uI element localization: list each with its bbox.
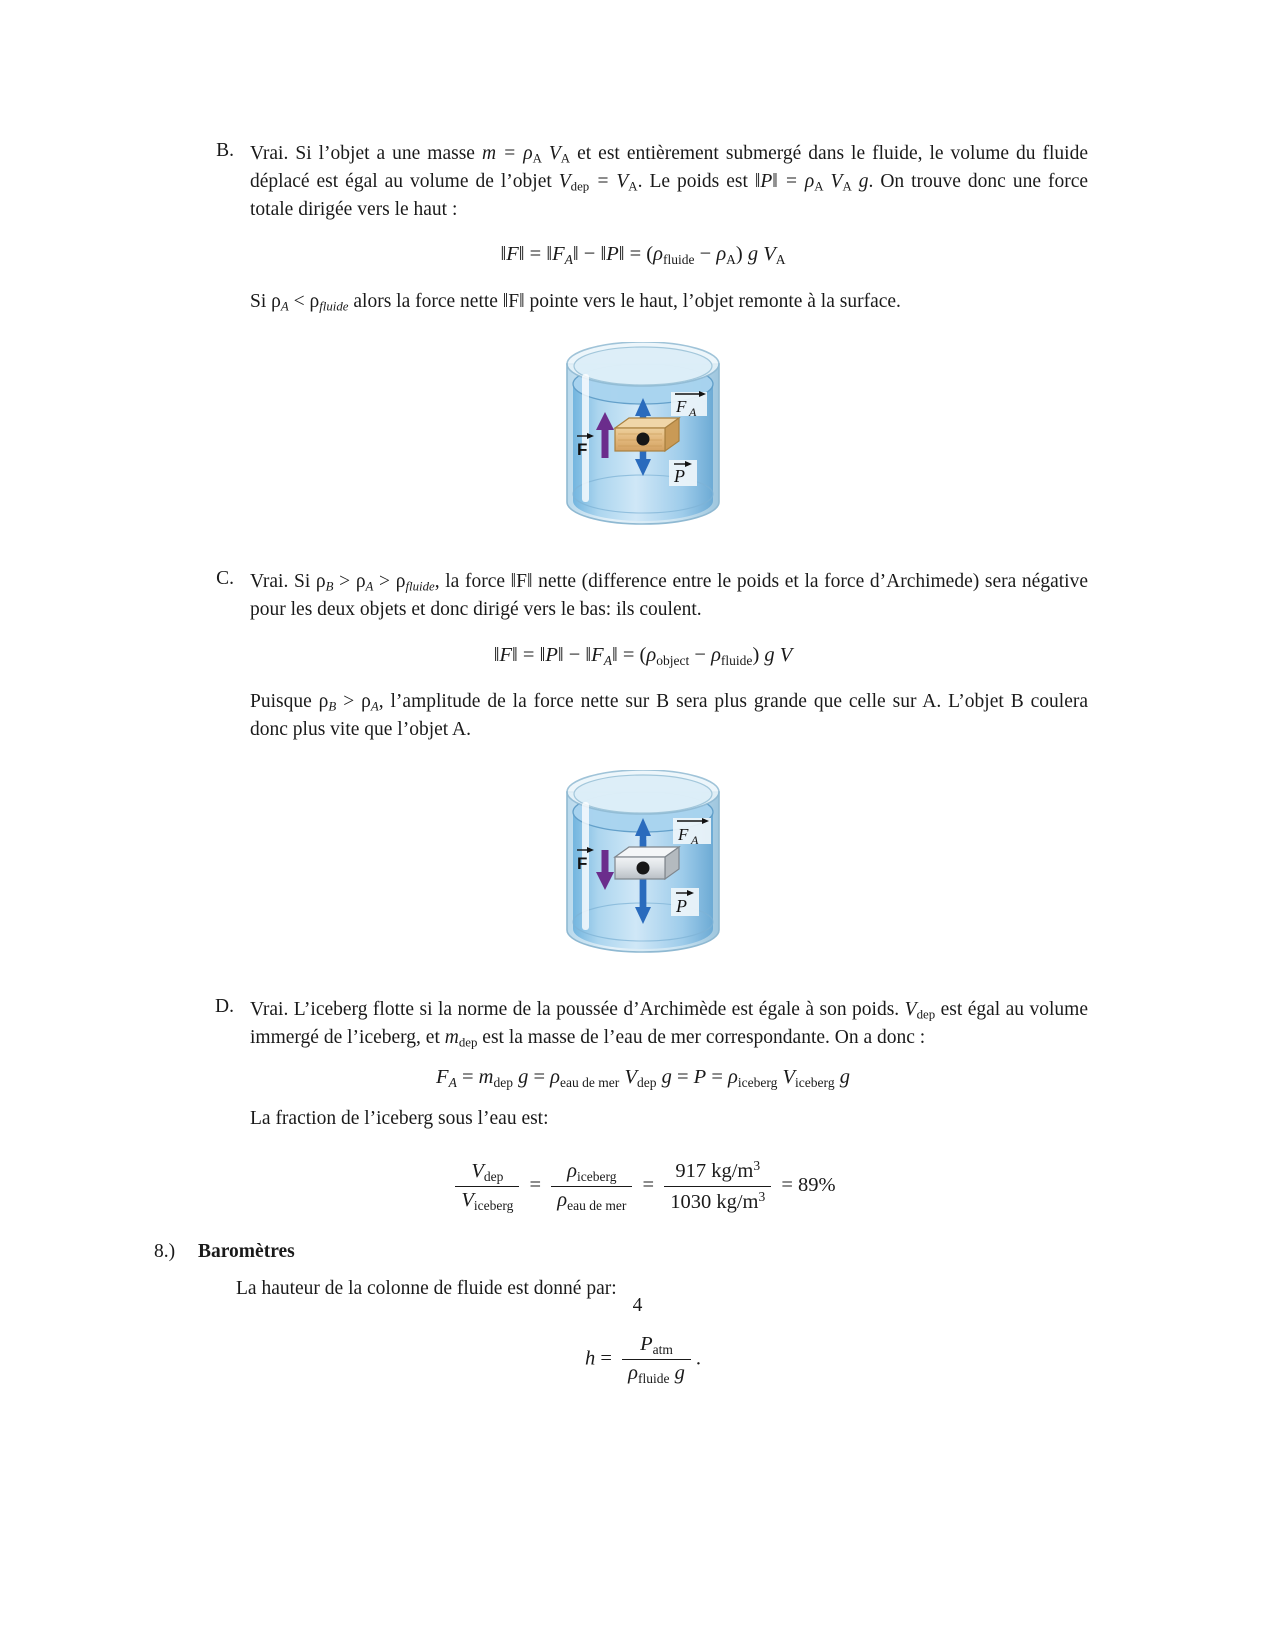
fraction-barometer (622, 1333, 691, 1387)
eq-sub: object (656, 652, 690, 668)
eq-g: g (764, 643, 775, 666)
eq-f: ‖F (585, 643, 604, 666)
eq-term-p: ‖P‖ (539, 643, 564, 666)
text-fragment: Vrai. Si l’objet a une masse (250, 143, 482, 164)
frac-sub: atm (652, 1341, 673, 1357)
eq-term-p: ‖P‖ (600, 243, 625, 266)
math-v: V (823, 170, 843, 192)
list-item-c-label: C. (216, 568, 234, 590)
math-m: m (444, 1026, 459, 1048)
eq-p: P (693, 1065, 707, 1088)
text-fragment: Si ρ (250, 291, 281, 313)
eq-operator: = (533, 1065, 546, 1088)
eq-rho: ρ (716, 243, 727, 266)
math-rho: m = ρ (481, 143, 533, 164)
svg-text:P: P (676, 896, 687, 916)
list-item-c (198, 568, 1088, 624)
math-eq: = V (589, 170, 629, 192)
eq-operator: = (529, 1174, 542, 1197)
eq-minus: − (699, 243, 712, 266)
frac-rho: ρ (628, 1361, 638, 1384)
list-item-b-label: B. (216, 140, 234, 161)
fraction-denominator (455, 1187, 519, 1213)
svg-text:P: P (674, 466, 685, 487)
eq-sub: fluide (662, 252, 695, 268)
math-sub: A (560, 151, 571, 166)
math-p: ‖P‖ = ρ (754, 170, 815, 192)
svg-text:A: A (689, 405, 697, 420)
svg-text:F: F (577, 440, 588, 460)
eq-rho-fluide (653, 243, 695, 268)
eq-rho-eau (550, 1066, 619, 1088)
svg-text:A: A (691, 833, 699, 847)
fraction-densities (551, 1160, 632, 1214)
math-sub: dep (458, 1035, 478, 1050)
svg-text:F: F (577, 854, 588, 873)
list-item-b-body (250, 140, 1088, 223)
section-8-title: Baromètres (198, 1240, 295, 1262)
svg-text:F: F (676, 397, 687, 417)
eq-rho-iceberg (728, 1066, 777, 1088)
eq-rho: ρ (646, 643, 657, 666)
equation-d (198, 1066, 1088, 1091)
eq-rho: ρ (653, 243, 663, 266)
eq-operator: = (781, 1174, 793, 1197)
frac-rho: ρ (557, 1189, 568, 1212)
section-8 (154, 1241, 1088, 1263)
equation-c (198, 644, 1088, 669)
eq-operator: = (629, 243, 642, 266)
frac-sub: iceberg (473, 1197, 514, 1213)
eq-rho: ρ (550, 1065, 561, 1088)
frac-p: P (640, 1332, 653, 1355)
list-item-d (198, 996, 1088, 1052)
eq-v: V (782, 1065, 796, 1088)
text-fragment: est la masse de l’eau de mer correspondante. On a donc : (477, 1026, 926, 1048)
eq-rho-fluide (711, 644, 752, 666)
sub-b: B (325, 579, 334, 594)
eq-v: V (624, 1065, 637, 1088)
inline-math-mass (482, 143, 570, 164)
page-content (154, 140, 1089, 1406)
equation-b (198, 243, 1088, 268)
eq-operator: = (529, 243, 542, 266)
eq-paren-open: ( (646, 243, 654, 266)
text-fragment: > ρ (333, 571, 366, 593)
eq-sub: A (726, 252, 736, 268)
list-item-d-label: D. (215, 996, 234, 1017)
eq-lhs: ‖F‖ (493, 643, 518, 666)
paragraph-b-followup (198, 288, 1088, 316)
eq-f: F (436, 1065, 449, 1088)
math-g: g (851, 170, 869, 192)
equation-iceberg-fraction (198, 1158, 1088, 1215)
eq-rho: ρ (728, 1065, 738, 1088)
sub-fluide: fluide (319, 299, 349, 314)
fraction-numerator (622, 1333, 691, 1360)
fraction-denominator (551, 1187, 632, 1213)
sinking-block-beaker-svg (543, 770, 743, 965)
floating-block-beaker-svg (543, 342, 743, 537)
sub-fluide: fluide (405, 579, 435, 594)
math-sub: A (814, 179, 824, 194)
frac-sub: dep (483, 1168, 504, 1184)
inline-math-vdep (905, 999, 936, 1020)
eq-g: g (747, 243, 759, 266)
text-fragment: . On trouve donc une force totale dirigée vers le haut : (250, 170, 1089, 220)
eq-sub: eau de mer (560, 1074, 620, 1090)
fraction-numeric (664, 1158, 771, 1215)
sub-a: A (370, 700, 379, 715)
eq-rho-a (716, 243, 736, 268)
label-p (671, 888, 699, 916)
frac-rho: ρ (567, 1159, 577, 1182)
eq-vdep (624, 1066, 656, 1088)
eq-viceberg (783, 1066, 835, 1088)
frac-value: 917 kg/m (675, 1160, 754, 1183)
eq-volume (763, 243, 786, 268)
eq-g: g (839, 1065, 850, 1088)
text-fragment: Puisque ρ (250, 691, 329, 713)
fraction-numerator (664, 1158, 771, 1187)
fraction-result: 89% (798, 1174, 836, 1197)
frac-v: V (471, 1159, 484, 1182)
eq-paren-open: ( (639, 643, 647, 666)
text-fragment: Vrai. Si ρ (250, 571, 326, 593)
eq-mdep (479, 1066, 513, 1088)
eq-v: V (763, 243, 776, 266)
sub-b: B (328, 700, 337, 715)
eq-rho-object (646, 644, 689, 666)
eq-sub: A (448, 1074, 457, 1090)
frac-sub: eau de mer (567, 1197, 627, 1213)
eq-fa (436, 1066, 457, 1088)
eq-sub: iceberg (795, 1074, 835, 1090)
frac-value: 1030 kg/m (670, 1191, 759, 1214)
text-fragment: et est entièrement submergé dans le fluide, le volume du fluide déplacé est égal au volume de l’objet (250, 143, 1089, 192)
figure-floating-block (198, 342, 1088, 542)
eq-sub: A (564, 252, 573, 268)
eq-operator: = (622, 643, 635, 666)
fraction-volumes (455, 1160, 519, 1214)
text-fragment: . Le poids est (637, 170, 755, 192)
eq-minus: − (568, 643, 581, 666)
eq-rho: ρ (711, 643, 721, 666)
frac-g: g (674, 1361, 685, 1384)
eq-bar: ‖ (572, 243, 579, 266)
eq-operator: = (522, 643, 535, 666)
svg-text:F: F (678, 825, 689, 844)
eq-operator: = (676, 1065, 689, 1088)
eq-g: g (518, 1065, 529, 1088)
math-v: V (558, 170, 571, 192)
eq-sub: dep (493, 1074, 513, 1090)
inline-math-vdep (559, 171, 638, 192)
figure-sinking-block (198, 770, 1088, 970)
eq-volume: V (779, 643, 793, 666)
equation-barometer (198, 1333, 1088, 1387)
inline-math-poids (755, 171, 869, 192)
eq-minus: − (694, 643, 706, 666)
label-p (669, 460, 697, 486)
label-f-a (673, 818, 711, 847)
section-8-number: 8.) (154, 1240, 176, 1262)
eq-period: . (695, 1347, 701, 1370)
frac-sub: iceberg (576, 1168, 617, 1184)
eq-operator: = (642, 1174, 655, 1197)
inline-math-mdep (445, 1027, 478, 1048)
text-fragment: est égal au volume immergé de l’iceberg, et (250, 999, 1088, 1048)
fraction-denominator (664, 1187, 771, 1215)
wood-block (615, 418, 679, 451)
eq-h: h (585, 1347, 596, 1370)
frac-v: V (461, 1189, 474, 1212)
text-fragment: Vrai. L’iceberg flotte si la norme de la poussée d’Archimède est égale à son poids. (250, 999, 905, 1020)
eq-sub: fluide (720, 652, 753, 668)
eq-operator: = (600, 1347, 612, 1370)
text-fragment: alors la force nette ‖F‖ pointe vers le haut, l’objet remonte à la surface. (348, 291, 901, 313)
paragraph-c-followup (198, 688, 1088, 744)
eq-paren-close: ) (735, 243, 743, 266)
list-item-b (198, 140, 1088, 223)
list-item-d-body (250, 996, 1088, 1052)
text-fragment: < ρ (288, 291, 320, 313)
sub-a: A (365, 579, 374, 594)
section-8-intro: La hauteur de la colonne de fluide est donné par: (236, 1277, 617, 1299)
fraction-numerator (551, 1160, 632, 1187)
eq-sub: dep (636, 1074, 657, 1090)
frac-sup: 3 (753, 1158, 761, 1174)
label-f-a (671, 391, 707, 419)
eq-operator: = (711, 1065, 723, 1088)
eq-f: ‖F (546, 243, 565, 266)
eq-sub: A (775, 252, 786, 268)
math-sub: A (842, 179, 852, 194)
text-fragment: , la force ‖F‖ nette (difference entre le poids et la force d’Archimede) sera négative pour les deux objets et donc dirigé vers le bas: ils coulent. (250, 571, 1088, 620)
math-sub: dep (570, 179, 590, 194)
page-number: 4 (632, 1295, 643, 1316)
math-sub: dep (916, 1007, 936, 1022)
eq-m: m (478, 1065, 494, 1088)
eq-sub: iceberg (737, 1074, 778, 1090)
fraction-numerator (455, 1160, 519, 1187)
eq-term-fa (546, 243, 579, 268)
math-v: V (904, 999, 917, 1020)
math-sub: A (628, 179, 638, 194)
fraction-denominator (622, 1360, 691, 1386)
eq-bar: ‖ (611, 643, 618, 666)
math-v: V (541, 143, 561, 164)
sub-a: A (280, 299, 289, 314)
text-fragment: , l’amplitude de la force nette sur B sera plus grande que celle sur A. L’objet B coulera donc plus vite que l’objet A. (250, 691, 1089, 741)
eq-paren-close: ) (752, 643, 760, 666)
eq-sub: A (603, 652, 612, 668)
frac-sub: fluide (637, 1370, 670, 1386)
text-fragment: > ρ (336, 691, 371, 713)
text-fragment: > ρ (373, 571, 406, 593)
paragraph-fraction-intro: La fraction de l’iceberg sous l’eau est: (250, 1107, 549, 1129)
eq-term-fa (585, 644, 617, 666)
eq-minus: − (583, 243, 596, 266)
eq-lhs: ‖F‖ (500, 243, 525, 266)
frac-sup: 3 (758, 1189, 766, 1205)
eq-g: g (661, 1065, 672, 1088)
eq-operator: = (461, 1065, 474, 1088)
list-item-c-body (250, 568, 1088, 624)
metal-block (615, 847, 679, 879)
math-sub: A (532, 151, 542, 166)
